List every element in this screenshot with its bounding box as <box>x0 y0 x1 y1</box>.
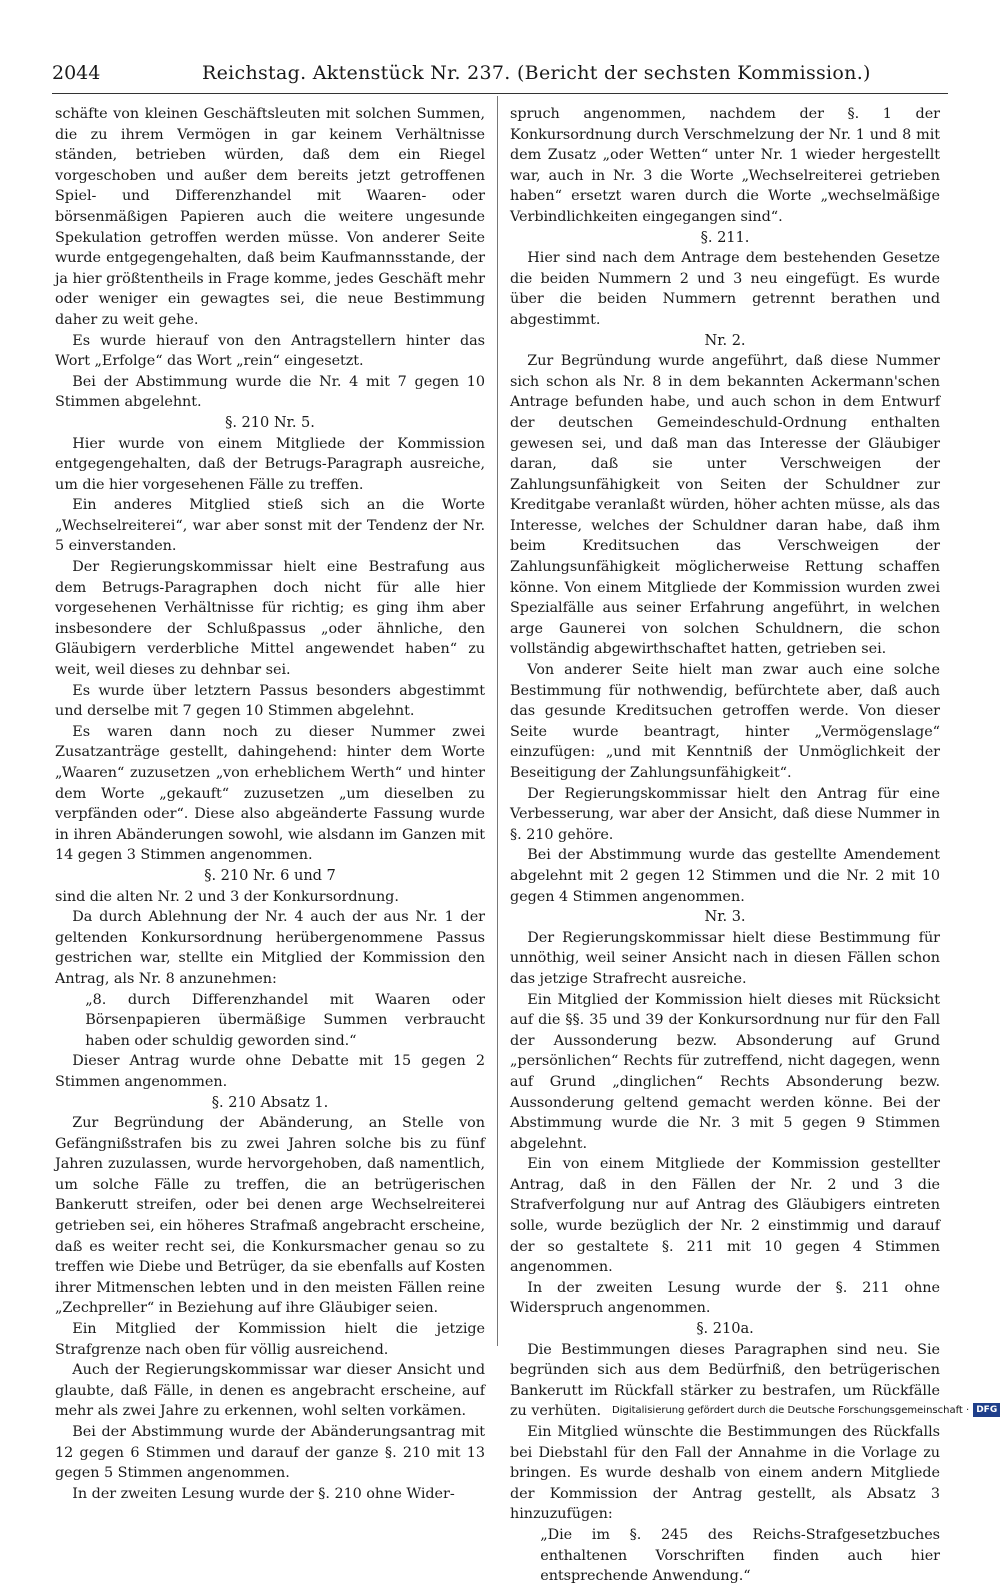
paragraph: Die Bestimmungen dieses Paragraphen sind neu. Sie begründen sich aus dem Bedürfniß, den betrügerischen Bankerutt im Rückfall stärker zu bestrafen, um Rückfälle zu verhüten. <box>510 1341 940 1420</box>
paragraph: In der zweiten Lesung wurde der §. 210 ohne Wider- <box>72 1485 455 1502</box>
dfg-logo: DFG <box>973 1403 1000 1417</box>
paragraph: Es wurde hierauf von den Antragstellern hinter das Wort „Erfolge“ das Wort „rein“ eingesetzt. <box>55 332 485 370</box>
paragraph: Bei der Abstimmung wurde die Nr. 4 mit 7 gegen 10 Stimmen abgelehnt. <box>55 373 485 411</box>
quoted-motion: „8. durch Differenzhandel mit Waaren oder Börsenpapieren übermäßige Summen verbraucht haben oder schuldig geworden sind.“ <box>85 991 485 1049</box>
paragraph: spruch angenommen, nachdem der §. 1 der Konkursordnung durch Verschmelzung der Nr. 1 und 8 mit dem Zusatz „oder Wetten“ unter Nr. 1 wieder hergestellt war, auch in Nr. 3 die Worte „Wechselreiterei getrieben haben“ ersetzt waren durch die Worte „wechselmäßige Verbindlichkeiten eingegangen sind“. <box>510 106 940 225</box>
section-heading: §. 210 Absatz 1. <box>211 1093 329 1111</box>
section-heading: Nr. 3. <box>704 908 746 926</box>
paragraph: Ein von einem Mitgliede der Kommission gestellter Antrag, daß in den Fällen der Nr. 2 und 3 die Strafverfolgung nur auf Antrag des Gläubigers eintreten solle, wurde bezüglich der Nr. 2 einstimmig und darauf der so gestaltete §. 211 mit 10 gegen 4 Stimmen angenommen. <box>510 1156 940 1276</box>
paragraph: Es waren dann noch zu dieser Nummer zwei Zusatzanträge gestellt, dahingehend: hinter dem Worte „Waaren“ zuzusetzen „von erheblichem Werth“ und hinter dem Worte „gekauft“ zuzusetzen „um dieselben zu verpfänden oder“. Diese also abgeänderte Fassung wurde in ihren Abänderungen sowohl, wie alsdann im Ganzen mit 14 gegen 3 Stimmen angenommen. <box>55 723 485 864</box>
section-heading: §. 210 Nr. 6 und 7 <box>204 866 336 884</box>
paragraph: Hier sind nach dem Antrage dem bestehenden Gesetze die beiden Nummern 2 und 3 neu eingefügt. Es wurde über die beiden Nummern getrennt berathen und abgestimmt. <box>510 250 940 328</box>
paragraph: Zur Begründung der Abänderung, an Stelle von Gefängnißstrafen bis zu zwei Jahren solche bis zu fünf Jahren zuzulassen, wurde hervorgehoben, daß namentlich, um solche Fälle zu treffen, die an betrügerischen Bankerutt streifen, oder bei denen arge Wechselreiterei getrieben sei, ein höheres Strafmaß angebracht erscheine, daß es weiter recht sei, die Konkursmacher genau so zu treffen wie Diebe und Betrüger, da sie ebenfalls auf Kosten ihrer Mitmenschen lebten und in den meisten Fällen reine „Zechpreller“ in Beziehung auf ihre Gläubiger seien. <box>55 1115 485 1317</box>
section-heading: §. 211. <box>700 228 750 246</box>
running-head: Reichstag. Aktenstück Nr. 237. (Bericht der sechsten Kommission.) <box>202 62 871 84</box>
paragraph: Der Regierungskommissar hielt diese Bestimmung für unnöthig, weil seiner Ansicht nach in diesen Fällen schon das jetzige Strafrecht ausreiche. <box>510 929 940 987</box>
digitization-footer <box>612 1402 998 1420</box>
paragraph: sind die alten Nr. 2 und 3 der Konkursordnung. <box>55 888 399 905</box>
column-divider <box>497 96 498 1346</box>
page-header <box>52 58 948 88</box>
paragraph: Da durch Ablehnung der Nr. 4 auch der aus Nr. 1 der geltenden Konkursordnung herübergenommene Passus gestrichen war, stellte ein Mitglied der Kommission den Antrag, als Nr. 8 anzunehmen: <box>55 909 485 987</box>
paragraph: Hier wurde von einem Mitgliede der Kommission entgegengehalten, daß der Betrugs-Paragraph ausreiche, um die hier vorgesehenen Fälle zu treffen. <box>55 435 485 493</box>
paragraph: Bei der Abstimmung wurde das gestellte Amendement abgelehnt mit 2 gegen 12 Stimmen und die Nr. 2 mit 10 gegen 4 Stimmen angenommen. <box>510 847 940 905</box>
paragraph: Ein Mitglied der Kommission hielt die jetzige Strafgrenze nach oben für völlig ausreichend. <box>55 1321 485 1358</box>
header-rule <box>52 93 948 94</box>
section-heading: §. 210 Nr. 5. <box>225 413 315 431</box>
section-heading: §. 210a. <box>696 1320 754 1338</box>
paragraph: Ein Mitglied wünschte die Bestimmungen des Rückfalls bei Diebstahl für den Fall der Annahme in die Vorlage zu bringen. Es wurde deshalb von einem andern Mitgliede der Kommission der Antrag gestellt, als Absatz 3 hinzuzufügen: <box>510 1424 940 1523</box>
paragraph: schäfte von kleinen Geschäftsleuten mit solchen Summen, die zu ihrem Vermögen in gar keinem Verhältnisse ständen, betrieben würden, daß dem ein Riegel vorgeschoben und außer dem bereits jetzt getroffenen Spiel- und Differenzhandel mit Waaren- oder börsenmäßigen Papieren auch die weitere ungesunde Spekulation getroffen werden müsse. Von anderer Seite wurde entgegengehalten, daß beim Kaufmannsstande, der ja hier größtentheils in Frage komme, jedes Geschäft mehr oder weniger ein gewagtes sei, die neue Bestimmung daher zu weit gehe. <box>55 106 485 328</box>
paragraph: Auch der Regierungskommissar war dieser Ansicht und glaubte, daß Fälle, in denen es angebracht erscheine, auf mehr als zwei Jahre zu erkennen, wohl selten vorkämen. <box>55 1362 485 1420</box>
left-column <box>55 104 485 1504</box>
paragraph: Zur Begründung wurde angeführt, daß diese Nummer sich schon als Nr. 8 in dem bekannten Ackermann'schen Antrage befunden habe, und auch schon in dem Entwurf der deutschen Gemeindeschuld-Ordnung enthalten gewesen sei, und daß man das Interesse der Gläubiger daran, daß sie unter Verschweigen der Zahlungsunfähigkeit von Seiten der Schuldner zur Kreditgabe veranlaßt würden, höher achten müsse, als das Interesse, welches der Schuldner daran habe, daß ihm beim Kreditsuchen das Verschweigen der Zahlungsunfähigkeit möglicherweise Rettung schaffen könne. Von einem Mitgliede der Kommission wurden zwei Spezialfälle aus seiner Erfahrung angeführt, in welchen arge Gaunerei von solchen Schuldnern, die schon vollständig abgewirthschaftet hatten, getrieben sei. <box>510 353 940 658</box>
right-column <box>510 104 940 1587</box>
paragraph: Dieser Antrag wurde ohne Debatte mit 15 gegen 2 Stimmen angenommen. <box>55 1053 485 1090</box>
quoted-motion: „Die im §. 245 des Reichs-Strafgesetzbuches enthaltenen Vorschriften finden auch hier entsprechende Anwendung.“ <box>540 1526 940 1585</box>
section-heading: Nr. 2. <box>704 331 746 349</box>
paragraph: In der zweiten Lesung wurde der §. 211 ohne Widerspruch angenommen. <box>510 1279 940 1317</box>
paragraph: Ein Mitglied der Kommission hielt dieses mit Rücksicht auf die §§. 35 und 39 der Konkursordnung nur für den Fall der Aussonderung bezw. Absonderung auf Grund „persönlichen“ Rechts für zutreffend, nicht dagegen, wenn auf Grund „dinglichen“ Rechts Absonderung bezw. Aussonderung geltend gemacht werden könne. Bei der Abstimmung wurde die Nr. 3 mit 5 gegen 9 Stimmen abgelehnt. <box>510 991 940 1152</box>
paragraph: Der Regierungskommissar hielt den Antrag für eine Verbesserung, war aber der Ansicht, daß diese Nummer in §. 210 gehöre. <box>510 785 940 843</box>
paragraph: Bei der Abstimmung wurde der Abänderungsantrag mit 12 gegen 6 Stimmen und darauf der ganze §. 210 mit 13 gegen 5 Stimmen angenommen. <box>55 1424 485 1482</box>
paragraph: Der Regierungskommissar hielt eine Bestrafung aus dem Betrugs-Paragraphen doch nicht für alle hier vorgesehenen Verhältnisse für richtig; es ging ihm aber insbesondere der Schlußpassus „oder ähnliche, den Gläubigern verderbliche Mittel angewendet haben“ zu weit, weil dieses zu dehnbar sei. <box>55 559 485 679</box>
paragraph: Es wurde über letztern Passus besonders abgestimmt und derselbe mit 7 gegen 10 Stimmen abgelehnt. <box>55 682 485 720</box>
paragraph: Von anderer Seite hielt man zwar auch eine solche Bestimmung für nothwendig, befürchtete aber, daß auch das gesunde Kreditsuchen getroffen werde. Von dieser Seite wurde beantragt, hinter „Vermögenslage“ einzufügen: „und mit Kenntniß der Unmöglichkeit der Beseitigung der Zahlungsunfähigkeit“. <box>510 662 940 781</box>
paragraph: Ein anderes Mitglied stieß sich an die Worte „Wechselreiterei“, war aber sonst mit der Tendenz der Nr. 5 einverstanden. <box>55 497 485 555</box>
page-number: 2044 <box>52 62 101 84</box>
footer-text: Digitalisierung gefördert durch die Deutsche Forschungsgemeinschaft · <box>612 1405 970 1416</box>
